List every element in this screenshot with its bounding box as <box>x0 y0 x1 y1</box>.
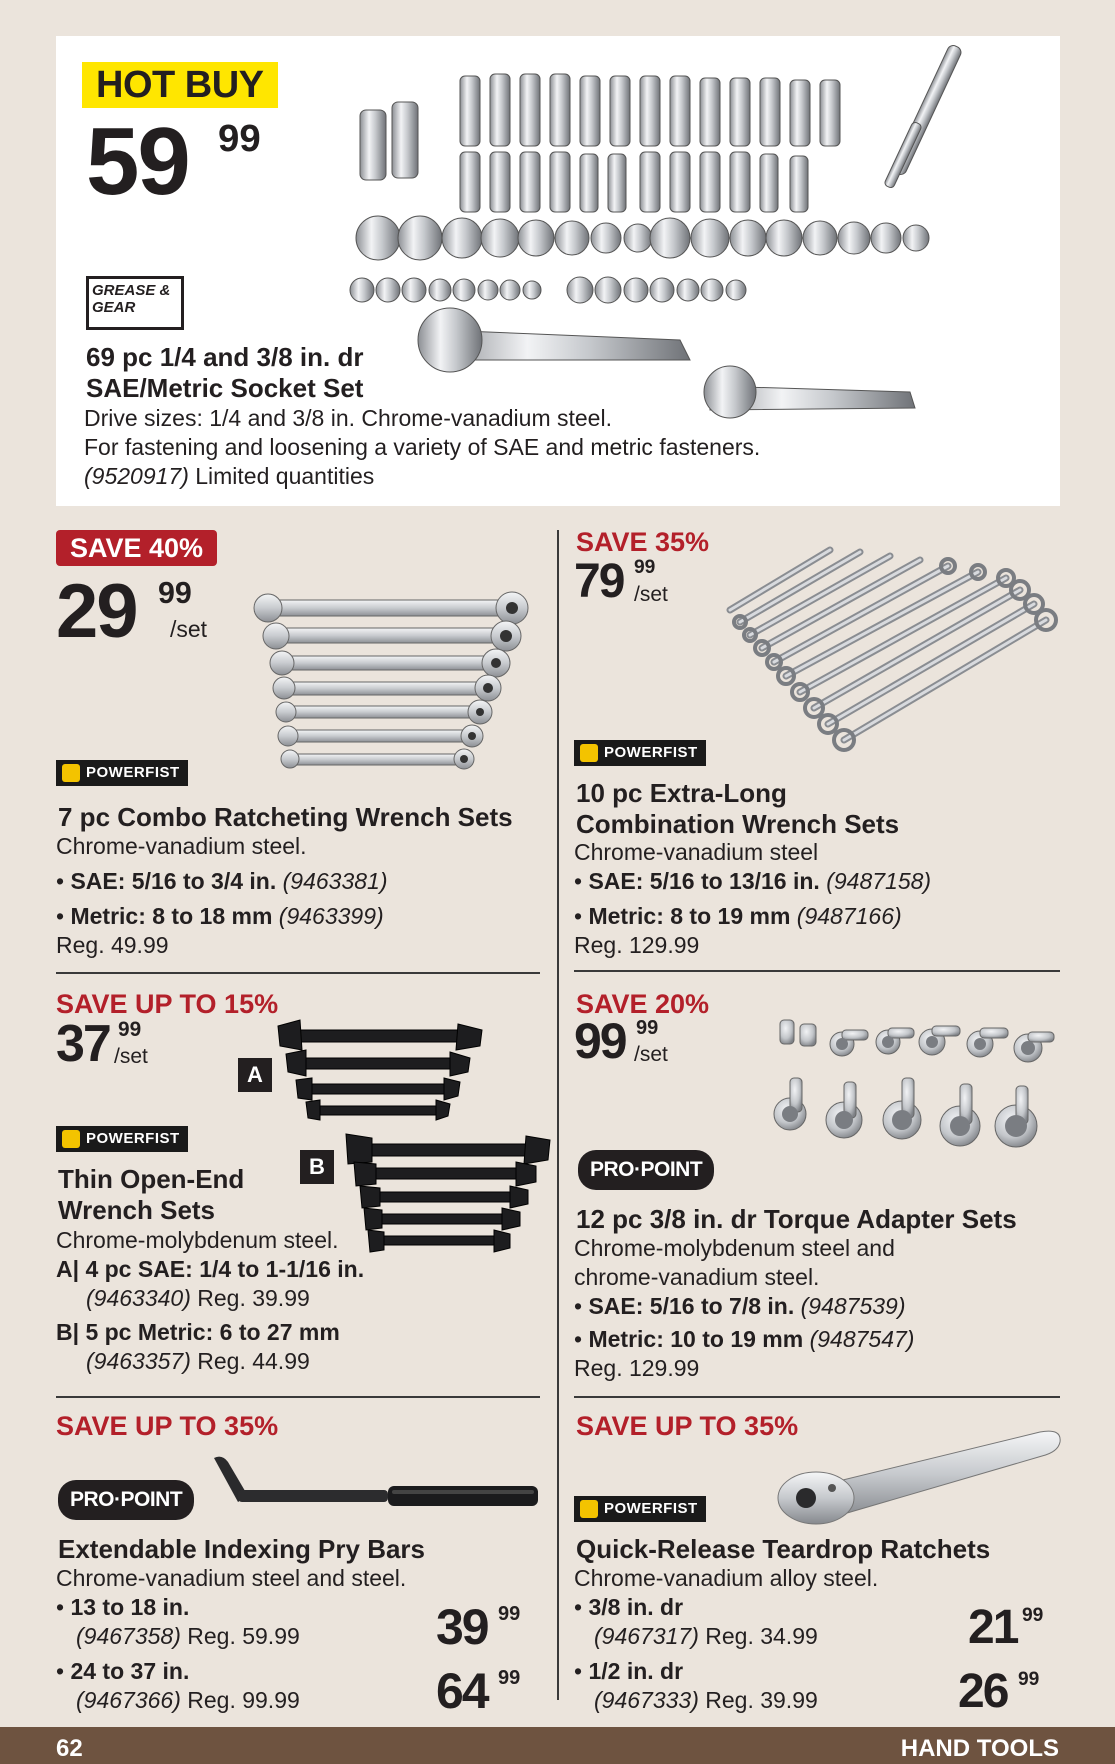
ratchets-material: Chrome-vanadium alloy steel. <box>574 1565 879 1591</box>
open-end-item-label: 5 pc Metric: 6 to 27 mm <box>85 1319 340 1345</box>
open-end-material: Chrome-molybdenum steel. <box>56 1227 339 1253</box>
ratchets-price-2-cents: 99 <box>1018 1669 1040 1690</box>
pry-bars-price-2-cents: 99 <box>498 1667 521 1689</box>
hero-title-line1: 69 pc 1/4 and 3/8 in. dr <box>86 342 364 372</box>
ratchets-item-reg: Reg. 39.99 <box>705 1687 818 1713</box>
open-end-price <box>56 1015 148 1073</box>
open-end-item-reg: Reg. 44.99 <box>197 1348 310 1374</box>
open-end-item-prefix: B| <box>56 1319 80 1345</box>
ratchets-item-sku: (9467317) <box>594 1623 699 1649</box>
ratchet-wrench-item-sku: (9463399) <box>278 903 384 929</box>
open-end-item-prefix: A| <box>56 1256 80 1282</box>
pry-bars-item-label: 24 to 37 in. <box>70 1658 190 1684</box>
open-end-title-line2: Wrench Sets <box>58 1195 216 1225</box>
torque-adapter-item-label: Metric: 10 to 19 mm <box>588 1326 804 1352</box>
hero-sku-line <box>84 462 760 491</box>
ratchet-wrench-brand-logo <box>56 760 188 786</box>
ratchets-item: • 3/8 in. dr <box>574 1594 684 1620</box>
extra-long-item-sku: (9487158) <box>826 868 932 894</box>
hero-sku: (9520917) <box>84 463 189 489</box>
pry-bars-item: • 13 to 18 in. <box>56 1594 190 1620</box>
hero-title <box>86 342 363 404</box>
hero-note: Limited quantities <box>195 463 375 489</box>
powerfist-fist-icon <box>62 1130 80 1148</box>
ratchets-item-sku: (9467333) <box>594 1687 699 1713</box>
pry-bars-price-1-cents: 99 <box>498 1603 521 1625</box>
powerfist-fist-icon <box>62 764 80 782</box>
open-end-title-line1: Thin Open-End <box>58 1164 245 1194</box>
pry-bar-image <box>208 1452 544 1522</box>
ratcheting-wrench-image <box>250 586 540 786</box>
open-end-item <box>56 1255 364 1284</box>
torque-adapter-price-unit: /set <box>634 1043 668 1066</box>
extra-long-item: • SAE: 5/16 to 13/16 in. (9487158) <box>574 868 932 894</box>
ratchets-title: Quick-Release Teardrop Ratchets <box>576 1534 991 1564</box>
divider-left-1 <box>56 972 540 974</box>
torque-adapter-item-label: SAE: 5/16 to 7/8 in. <box>588 1293 795 1319</box>
ratchet-wrench-save-badge: SAVE 40% <box>56 530 217 566</box>
open-end-wrench-set-a-image <box>278 1020 482 1120</box>
ratchet-wrench-price-dollars: 29 <box>56 569 137 654</box>
torque-adapter-material-line2: chrome-vanadium steel. <box>574 1264 820 1290</box>
ratchet-wrench-item-sku: (9463381) <box>282 868 388 894</box>
torque-adapter-reg: Reg. 129.99 <box>574 1355 700 1381</box>
pry-bars-item-sku-line <box>56 1686 406 1715</box>
extra-long-brand-logo <box>574 740 706 766</box>
extra-long-details <box>574 838 931 960</box>
extra-long-item: • Metric: 8 to 19 mm (9487166) <box>574 903 902 929</box>
hero-description <box>84 404 760 491</box>
pry-bars-save: SAVE UP TO 35% <box>56 1411 279 1441</box>
page-footer <box>0 1727 1115 1764</box>
ratchet-wrench-price-unit: /set <box>170 616 208 642</box>
pry-bars-brand-logo: PRO·POINT <box>58 1480 194 1520</box>
extra-long-reg: Reg. 129.99 <box>574 932 700 958</box>
ratchet-wrench-details <box>56 832 388 960</box>
torque-adapter-item-sku: (9487547) <box>809 1326 915 1352</box>
extra-long-item-sku: (9487166) <box>796 903 902 929</box>
extra-long-save: SAVE 35% <box>576 527 710 557</box>
open-end-price-dollars: 37 <box>56 1015 110 1073</box>
open-end-item-sku-line <box>56 1347 364 1376</box>
ratchets-save: SAVE UP TO 35% <box>576 1411 799 1441</box>
ratchet-wrench-title: 7 pc Combo Ratcheting Wrench Sets <box>58 802 513 832</box>
extra-long-item-label: SAE: 5/16 to 13/16 in. <box>588 868 820 894</box>
extra-long-price-cents: 99 <box>634 557 656 578</box>
ratchet-wrench-material: Chrome-vanadium steel. <box>56 833 307 859</box>
hero-price <box>86 108 261 215</box>
teardrop-ratchet-image <box>770 1418 1066 1526</box>
ratchets-brand: POWERFIST <box>604 1500 698 1517</box>
open-end-wrench-set-b-image <box>346 1134 550 1254</box>
extra-long-price-dollars: 79 <box>574 555 624 608</box>
torque-adapter-price <box>574 1013 668 1069</box>
pry-bars-price-1 <box>436 1599 521 1655</box>
open-end-save: SAVE UP TO 15% <box>56 989 279 1019</box>
extra-long-title <box>576 778 899 840</box>
extra-long-title-line2: Combination Wrench Sets <box>576 809 900 839</box>
pry-bars-item-label: 13 to 18 in. <box>70 1594 190 1620</box>
ratchets-price-1-dollars: 21 <box>968 1601 1018 1654</box>
open-end-title <box>58 1164 244 1226</box>
ratchet-wrench-item-label: SAE: 5/16 to 3/4 in. <box>70 868 277 894</box>
hero-price-dollars: 59 <box>86 108 189 215</box>
hero-desc-line2: For fastening and loosening a variety of SAE and metric fasteners. <box>84 434 761 460</box>
extra-long-material: Chrome-vanadium steel <box>574 839 819 865</box>
socket-set-image <box>350 40 1050 420</box>
ratchets-price-2 <box>958 1665 1040 1718</box>
open-end-brand: POWERFIST <box>86 1130 180 1147</box>
open-end-item <box>56 1318 364 1347</box>
hero-desc-line1: Drive sizes: 1/4 and 3/8 in. Chrome-vanadium steel. <box>84 405 612 431</box>
torque-adapter-item: • SAE: 5/16 to 7/8 in. (9487539) <box>574 1293 906 1319</box>
extra-long-title-line1: 10 pc Extra-Long <box>576 778 787 808</box>
open-end-brand-logo <box>56 1126 188 1152</box>
hero-title-line2: SAE/Metric Socket Set <box>86 373 364 403</box>
ratchets-item: • 1/2 in. dr <box>574 1658 684 1684</box>
ratchets-item-sku-line <box>574 1622 878 1651</box>
extra-long-item-label: Metric: 8 to 19 mm <box>588 903 791 929</box>
set-b-label: B <box>300 1150 334 1184</box>
divider-left-2 <box>56 1396 540 1398</box>
divider-right-2 <box>574 1396 1060 1398</box>
extra-long-wrench-image <box>720 530 1060 760</box>
extra-long-brand: POWERFIST <box>604 744 698 761</box>
ratchets-price-1 <box>968 1601 1044 1654</box>
ratchets-price-2-dollars: 26 <box>958 1665 1008 1718</box>
pry-bars-item-sku: (9467358) <box>76 1623 181 1649</box>
hot-buy-badge: HOT BUY <box>82 62 278 108</box>
torque-adapter-item: • Metric: 10 to 19 mm (9487547) <box>574 1326 915 1352</box>
ratchet-wrench-item: • Metric: 8 to 18 mm (9463399) <box>56 903 384 929</box>
set-a-label: A <box>238 1058 272 1092</box>
torque-adapter-image <box>770 1014 1060 1164</box>
pry-bars-price-2-dollars: 64 <box>436 1663 488 1719</box>
pry-bars-material: Chrome-vanadium steel and steel. <box>56 1565 407 1591</box>
pry-bars-title: Extendable Indexing Pry Bars <box>58 1534 426 1564</box>
extra-long-price-unit: /set <box>634 583 668 606</box>
powerfist-fist-icon <box>580 744 598 762</box>
ratchet-wrench-price-cents: 99 <box>158 576 192 610</box>
torque-adapter-details <box>574 1234 914 1383</box>
torque-adapter-price-cents: 99 <box>636 1017 659 1039</box>
open-end-item-sku: (9463340) <box>86 1285 191 1311</box>
torque-adapter-price-dollars: 99 <box>574 1013 626 1069</box>
open-end-details <box>56 1226 364 1376</box>
ratchet-wrench-item: • SAE: 5/16 to 3/4 in. (9463381) <box>56 868 388 894</box>
open-end-price-cents: 99 <box>118 1018 142 1041</box>
ratchets-item-reg: Reg. 34.99 <box>705 1623 818 1649</box>
torque-adapter-material-line1: Chrome-molybdenum steel and <box>574 1235 895 1261</box>
ratchet-wrench-reg: Reg. 49.99 <box>56 932 169 958</box>
ratchets-brand-logo <box>574 1496 706 1522</box>
extra-long-price <box>574 555 668 608</box>
ratchets-item-label: 1/2 in. dr <box>588 1658 684 1684</box>
pry-bars-item-reg: Reg. 59.99 <box>187 1623 300 1649</box>
pry-bars-item-sku: (9467366) <box>76 1687 181 1713</box>
ratchets-price-1-cents: 99 <box>1022 1605 1044 1626</box>
pry-bars-details <box>56 1564 406 1715</box>
open-end-item-sku-line <box>56 1284 364 1313</box>
page-number: 62 <box>56 1735 83 1762</box>
torque-adapter-brand-logo: PRO·POINT <box>578 1150 714 1190</box>
powerfist-fist-icon <box>580 1500 598 1518</box>
open-end-price-unit: /set <box>114 1045 148 1068</box>
ratchets-details <box>574 1564 878 1715</box>
grease-gear-logo <box>86 276 184 330</box>
pry-bars-price-1-dollars: 39 <box>436 1599 488 1655</box>
open-end-item-label: 4 pc SAE: 1/4 to 1-1/16 in. <box>85 1256 365 1282</box>
open-end-item-reg: Reg. 39.99 <box>197 1285 310 1311</box>
ratchet-wrench-item-label: Metric: 8 to 18 mm <box>70 903 273 929</box>
center-divider <box>557 530 559 1700</box>
section-label: HAND TOOLS <box>900 1735 1059 1762</box>
pry-bars-item: • 24 to 37 in. <box>56 1658 190 1684</box>
divider-right-1 <box>574 970 1060 972</box>
grease-gear-logo-text: GREASE & GEAR <box>92 282 171 316</box>
pry-bars-item-reg: Reg. 99.99 <box>187 1687 300 1713</box>
pry-bars-price-2 <box>436 1663 521 1719</box>
ratchets-item-sku-line <box>574 1686 878 1715</box>
pry-bars-item-sku-line <box>56 1622 406 1651</box>
ratchets-item-label: 3/8 in. dr <box>588 1594 684 1620</box>
open-end-item-sku: (9463357) <box>86 1348 191 1374</box>
torque-adapter-item-sku: (9487539) <box>800 1293 906 1319</box>
torque-adapter-title: 12 pc 3/8 in. dr Torque Adapter Sets <box>576 1204 1017 1234</box>
hero-price-cents: 99 <box>218 117 261 160</box>
ratchet-wrench-price <box>56 569 208 654</box>
torque-adapter-save: SAVE 20% <box>576 989 710 1019</box>
ratchet-wrench-brand: POWERFIST <box>86 764 180 781</box>
